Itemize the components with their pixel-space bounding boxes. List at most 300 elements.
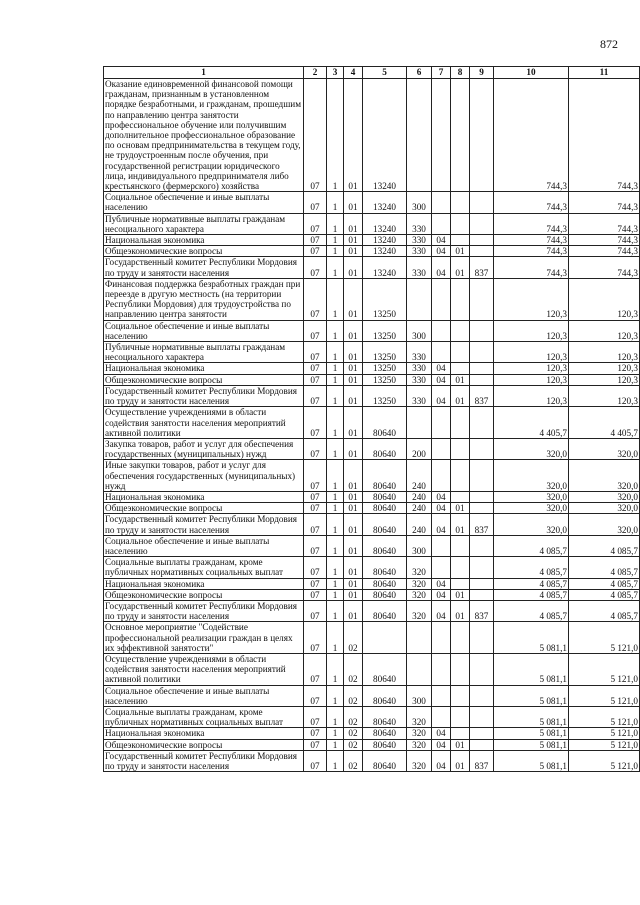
cell-name: Общеэкономические вопросы — [104, 374, 304, 385]
cell-section: 04 — [432, 491, 451, 502]
cell-ministry — [470, 460, 494, 492]
cell-ministry — [470, 728, 494, 739]
cell-program: 07 — [304, 557, 327, 578]
cell-name: Национальная экономика — [104, 491, 304, 502]
cell-section — [432, 438, 451, 459]
cell-sum-year1: 5 081,1 — [494, 622, 569, 654]
cell-sum-year1: 4 085,7 — [494, 535, 569, 556]
cell-direction: 80640 — [363, 706, 407, 727]
cell-ministry — [470, 363, 494, 374]
cell-section — [432, 79, 451, 192]
cell-program: 07 — [304, 460, 327, 492]
cell-sum-year2: 5 121,0 — [569, 728, 640, 739]
cell-section — [432, 213, 451, 234]
cell-ministry — [470, 407, 494, 439]
cell-direction: 80640 — [363, 460, 407, 492]
cell-ministry: 837 — [470, 257, 494, 278]
cell-subprogram: 1 — [327, 600, 344, 621]
cell-expense-type — [407, 653, 432, 685]
cell-name: Национальная экономика — [104, 578, 304, 589]
cell-sum-year2: 120,3 — [569, 363, 640, 374]
cell-expense-type: 330 — [407, 374, 432, 385]
cell-name: Публичные нормативные выплаты гражданам несоциального характера — [104, 342, 304, 363]
cell-subprogram: 1 — [327, 535, 344, 556]
cell-direction: 80640 — [363, 750, 407, 771]
cell-activity: 02 — [344, 622, 363, 654]
cell-name: Национальная экономика — [104, 728, 304, 739]
cell-direction: 80640 — [363, 514, 407, 535]
cell-direction: 13250 — [363, 278, 407, 320]
cell-sum-year2: 744,3 — [569, 192, 640, 213]
cell-ministry — [470, 503, 494, 514]
cell-name: Оказание единовременной финансовой помощи гражданам, признанным в установленном порядке безработными, и гражданам, прошедшим по направлению центра занятости профессиональное обучение или получившим дополнительное профессиональное образование по основам предпринимательства в текущем году, не трудоустроенным после обучения, при государственной регистрации юридического лица, индивидуального предпринимателя либо крестьянского (фермерского) хозяйства — [104, 79, 304, 192]
table-row — [104, 750, 640, 771]
cell-section: 04 — [432, 728, 451, 739]
cell-ministry — [470, 79, 494, 192]
cell-sum-year1: 120,3 — [494, 363, 569, 374]
cell-ministry — [470, 374, 494, 385]
cell-program: 07 — [304, 79, 327, 192]
cell-subprogram: 1 — [327, 246, 344, 257]
cell-activity: 02 — [344, 706, 363, 727]
cell-sum-year2: 5 121,0 — [569, 653, 640, 685]
cell-sum-year2: 744,3 — [569, 246, 640, 257]
cell-subsection — [451, 320, 470, 341]
cell-activity: 01 — [344, 535, 363, 556]
cell-subprogram: 1 — [327, 706, 344, 727]
table-row — [104, 589, 640, 600]
cell-name: Социальное обеспечение и иные выплаты населению — [104, 685, 304, 706]
table-row — [104, 491, 640, 502]
cell-subprogram: 1 — [327, 653, 344, 685]
cell-sum-year1: 320,0 — [494, 514, 569, 535]
cell-activity: 01 — [344, 438, 363, 459]
cell-activity: 01 — [344, 557, 363, 578]
table-row — [104, 385, 640, 406]
cell-sum-year2: 5 121,0 — [569, 750, 640, 771]
cell-expense-type: 330 — [407, 213, 432, 234]
cell-expense-type: 320 — [407, 728, 432, 739]
cell-ministry — [470, 235, 494, 246]
cell-subprogram: 1 — [327, 385, 344, 406]
cell-name: Социальное обеспечение и иные выплаты населению — [104, 192, 304, 213]
cell-subsection — [451, 79, 470, 192]
column-header: 6 — [407, 67, 432, 79]
cell-ministry — [470, 438, 494, 459]
page-number: 872 — [600, 37, 618, 51]
cell-expense-type — [407, 278, 432, 320]
cell-subprogram: 1 — [327, 235, 344, 246]
column-header: 1 — [104, 67, 304, 79]
cell-sum-year1: 4 405,7 — [494, 407, 569, 439]
column-header: 5 — [363, 67, 407, 79]
cell-subprogram: 1 — [327, 503, 344, 514]
table-row — [104, 622, 640, 654]
cell-program: 07 — [304, 622, 327, 654]
cell-subsection — [451, 622, 470, 654]
column-header: 9 — [470, 67, 494, 79]
cell-subsection: 01 — [451, 750, 470, 771]
table-row — [104, 278, 640, 320]
cell-sum-year1: 120,3 — [494, 374, 569, 385]
cell-sum-year1: 5 081,1 — [494, 739, 569, 750]
cell-direction: 13250 — [363, 363, 407, 374]
cell-subsection: 01 — [451, 374, 470, 385]
cell-section: 04 — [432, 739, 451, 750]
cell-ministry — [470, 622, 494, 654]
cell-section: 04 — [432, 385, 451, 406]
cell-sum-year2: 4 085,7 — [569, 557, 640, 578]
cell-expense-type — [407, 622, 432, 654]
cell-direction: 13240 — [363, 235, 407, 246]
cell-sum-year2: 4 405,7 — [569, 407, 640, 439]
cell-expense-type: 320 — [407, 600, 432, 621]
cell-program: 07 — [304, 589, 327, 600]
cell-program: 07 — [304, 407, 327, 439]
cell-ministry — [470, 578, 494, 589]
cell-section — [432, 407, 451, 439]
cell-activity: 02 — [344, 685, 363, 706]
cell-sum-year1: 4 085,7 — [494, 589, 569, 600]
cell-section — [432, 706, 451, 727]
cell-section — [432, 557, 451, 578]
cell-sum-year1: 4 085,7 — [494, 557, 569, 578]
cell-ministry: 837 — [470, 385, 494, 406]
cell-subprogram: 1 — [327, 342, 344, 363]
cell-subsection — [451, 706, 470, 727]
cell-ministry — [470, 589, 494, 600]
cell-direction: 13250 — [363, 374, 407, 385]
cell-subprogram: 1 — [327, 589, 344, 600]
table-row — [104, 438, 640, 459]
cell-name: Закупка товаров, работ и услуг для обеспечения государственных (муниципальных) нужд — [104, 438, 304, 459]
cell-subprogram: 1 — [327, 257, 344, 278]
cell-ministry — [470, 278, 494, 320]
cell-activity: 01 — [344, 213, 363, 234]
cell-direction: 80640 — [363, 653, 407, 685]
cell-sum-year2: 744,3 — [569, 79, 640, 192]
cell-section: 04 — [432, 374, 451, 385]
cell-section — [432, 320, 451, 341]
cell-program: 07 — [304, 739, 327, 750]
table-row — [104, 407, 640, 439]
cell-expense-type: 320 — [407, 706, 432, 727]
cell-subsection: 01 — [451, 257, 470, 278]
cell-ministry — [470, 706, 494, 727]
cell-direction: 13240 — [363, 213, 407, 234]
cell-subprogram: 1 — [327, 374, 344, 385]
cell-expense-type: 240 — [407, 460, 432, 492]
cell-program: 07 — [304, 342, 327, 363]
cell-sum-year1: 120,3 — [494, 320, 569, 341]
cell-sum-year1: 744,3 — [494, 192, 569, 213]
cell-ministry — [470, 320, 494, 341]
cell-sum-year2: 4 085,7 — [569, 589, 640, 600]
cell-sum-year2: 744,3 — [569, 213, 640, 234]
cell-ministry — [470, 685, 494, 706]
cell-program: 07 — [304, 257, 327, 278]
cell-sum-year2: 744,3 — [569, 257, 640, 278]
cell-ministry — [470, 246, 494, 257]
cell-direction: 13250 — [363, 385, 407, 406]
cell-direction: 80640 — [363, 491, 407, 502]
cell-expense-type: 320 — [407, 589, 432, 600]
cell-name: Осуществление учреждениями в области содействия занятости населения мероприятий активной политики — [104, 407, 304, 439]
cell-sum-year1: 320,0 — [494, 460, 569, 492]
cell-activity: 01 — [344, 460, 363, 492]
cell-sum-year2: 320,0 — [569, 514, 640, 535]
cell-sum-year1: 5 081,1 — [494, 653, 569, 685]
cell-subsection: 01 — [451, 739, 470, 750]
cell-direction: 80640 — [363, 578, 407, 589]
cell-sum-year1: 120,3 — [494, 342, 569, 363]
cell-sum-year1: 320,0 — [494, 491, 569, 502]
cell-sum-year2: 120,3 — [569, 342, 640, 363]
table-header — [104, 67, 640, 79]
cell-activity: 02 — [344, 728, 363, 739]
table-row — [104, 213, 640, 234]
cell-activity: 01 — [344, 503, 363, 514]
cell-name: Осуществление учреждениями в области содействия занятости населения мероприятий активной политики — [104, 653, 304, 685]
table-row — [104, 460, 640, 492]
cell-subsection: 01 — [451, 600, 470, 621]
table-row — [104, 320, 640, 341]
cell-program: 07 — [304, 750, 327, 771]
cell-program: 07 — [304, 578, 327, 589]
cell-direction: 13250 — [363, 320, 407, 341]
cell-sum-year1: 120,3 — [494, 385, 569, 406]
cell-activity: 01 — [344, 320, 363, 341]
cell-section — [432, 192, 451, 213]
cell-expense-type: 300 — [407, 320, 432, 341]
cell-section — [432, 278, 451, 320]
cell-section: 04 — [432, 235, 451, 246]
cell-ministry: 837 — [470, 600, 494, 621]
cell-direction: 80640 — [363, 535, 407, 556]
cell-expense-type: 320 — [407, 739, 432, 750]
cell-expense-type: 240 — [407, 503, 432, 514]
cell-section: 04 — [432, 363, 451, 374]
cell-section — [432, 653, 451, 685]
table-row — [104, 535, 640, 556]
cell-name: Социальные выплаты гражданам, кроме публичных нормативных социальных выплат — [104, 557, 304, 578]
cell-expense-type: 320 — [407, 578, 432, 589]
cell-expense-type: 300 — [407, 192, 432, 213]
table-row — [104, 503, 640, 514]
cell-section: 04 — [432, 589, 451, 600]
cell-direction: 13240 — [363, 79, 407, 192]
cell-activity: 02 — [344, 739, 363, 750]
cell-subsection — [451, 653, 470, 685]
cell-name: Общеэкономические вопросы — [104, 589, 304, 600]
cell-program: 07 — [304, 514, 327, 535]
cell-program: 07 — [304, 246, 327, 257]
cell-subprogram: 1 — [327, 192, 344, 213]
cell-ministry: 837 — [470, 514, 494, 535]
cell-sum-year2: 320,0 — [569, 491, 640, 502]
cell-expense-type: 330 — [407, 246, 432, 257]
cell-ministry — [470, 653, 494, 685]
cell-subsection — [451, 438, 470, 459]
cell-name: Государственный комитет Республики Мордовия по труду и занятости населения — [104, 750, 304, 771]
table-row — [104, 578, 640, 589]
table-row — [104, 257, 640, 278]
cell-section: 04 — [432, 246, 451, 257]
cell-section — [432, 685, 451, 706]
cell-section — [432, 342, 451, 363]
cell-name: Государственный комитет Республики Мордовия по труду и занятости населения — [104, 600, 304, 621]
cell-subprogram: 1 — [327, 578, 344, 589]
cell-program: 07 — [304, 503, 327, 514]
cell-name: Иные закупки товаров, работ и услуг для обеспечения государственных (муниципальных) нужд — [104, 460, 304, 492]
cell-activity: 01 — [344, 407, 363, 439]
cell-name: Общеэкономические вопросы — [104, 503, 304, 514]
column-header: 11 — [569, 67, 640, 79]
cell-program: 07 — [304, 535, 327, 556]
cell-subprogram: 1 — [327, 491, 344, 502]
cell-program: 07 — [304, 213, 327, 234]
table-row — [104, 728, 640, 739]
cell-sum-year2: 120,3 — [569, 320, 640, 341]
column-header: 8 — [451, 67, 470, 79]
cell-program: 07 — [304, 438, 327, 459]
cell-subsection — [451, 213, 470, 234]
column-header: 3 — [327, 67, 344, 79]
cell-subsection — [451, 728, 470, 739]
cell-activity: 02 — [344, 750, 363, 771]
cell-activity: 01 — [344, 491, 363, 502]
cell-sum-year2: 4 085,7 — [569, 578, 640, 589]
table-row — [104, 706, 640, 727]
cell-activity: 01 — [344, 342, 363, 363]
cell-program: 07 — [304, 600, 327, 621]
cell-subprogram: 1 — [327, 557, 344, 578]
cell-subprogram: 1 — [327, 514, 344, 535]
cell-activity: 01 — [344, 79, 363, 192]
cell-section: 04 — [432, 578, 451, 589]
column-header: 2 — [304, 67, 327, 79]
cell-name: Социальное обеспечение и иные выплаты населению — [104, 320, 304, 341]
cell-name: Национальная экономика — [104, 363, 304, 374]
cell-ministry: 837 — [470, 750, 494, 771]
cell-direction — [363, 622, 407, 654]
cell-subsection: 01 — [451, 503, 470, 514]
cell-name: Социальные выплаты гражданам, кроме публичных нормативных социальных выплат — [104, 706, 304, 727]
cell-sum-year1: 4 085,7 — [494, 600, 569, 621]
table-row — [104, 246, 640, 257]
cell-subprogram: 1 — [327, 685, 344, 706]
cell-program: 07 — [304, 685, 327, 706]
cell-sum-year1: 4 085,7 — [494, 578, 569, 589]
cell-program: 07 — [304, 653, 327, 685]
cell-subprogram: 1 — [327, 460, 344, 492]
header-row — [104, 67, 640, 79]
cell-expense-type — [407, 407, 432, 439]
cell-subprogram: 1 — [327, 438, 344, 459]
cell-sum-year1: 744,3 — [494, 79, 569, 192]
cell-section: 04 — [432, 600, 451, 621]
column-header: 10 — [494, 67, 569, 79]
cell-subprogram: 1 — [327, 622, 344, 654]
cell-section: 04 — [432, 514, 451, 535]
cell-subsection — [451, 342, 470, 363]
column-header: 7 — [432, 67, 451, 79]
cell-subprogram: 1 — [327, 278, 344, 320]
cell-ministry — [470, 342, 494, 363]
cell-direction: 13240 — [363, 257, 407, 278]
cell-sum-year1: 744,3 — [494, 246, 569, 257]
budget-table — [103, 66, 640, 772]
cell-direction: 80640 — [363, 685, 407, 706]
cell-program: 07 — [304, 363, 327, 374]
cell-sum-year1: 5 081,1 — [494, 728, 569, 739]
cell-activity: 01 — [344, 192, 363, 213]
cell-section: 04 — [432, 503, 451, 514]
cell-name: Основное мероприятие "Содействие профессиональной реализации граждан в целях их эффективной занятости" — [104, 622, 304, 654]
cell-sum-year1: 5 081,1 — [494, 706, 569, 727]
cell-direction: 80640 — [363, 728, 407, 739]
cell-ministry — [470, 192, 494, 213]
cell-name: Общеэкономические вопросы — [104, 739, 304, 750]
table-row — [104, 374, 640, 385]
table-row — [104, 192, 640, 213]
cell-expense-type: 330 — [407, 257, 432, 278]
table-row — [104, 739, 640, 750]
cell-activity: 01 — [344, 385, 363, 406]
cell-sum-year2: 120,3 — [569, 374, 640, 385]
cell-program: 07 — [304, 192, 327, 213]
cell-direction: 80640 — [363, 438, 407, 459]
cell-sum-year2: 5 121,0 — [569, 706, 640, 727]
cell-subsection — [451, 557, 470, 578]
cell-ministry — [470, 535, 494, 556]
cell-activity: 01 — [344, 514, 363, 535]
cell-direction: 80640 — [363, 407, 407, 439]
cell-name: Государственный комитет Республики Мордовия по труду и занятости населения — [104, 514, 304, 535]
cell-name: Национальная экономика — [104, 235, 304, 246]
cell-subsection: 01 — [451, 246, 470, 257]
cell-expense-type: 320 — [407, 750, 432, 771]
table-row — [104, 685, 640, 706]
cell-sum-year2: 320,0 — [569, 503, 640, 514]
cell-name: Общеэкономические вопросы — [104, 246, 304, 257]
cell-subsection — [451, 535, 470, 556]
cell-sum-year1: 744,3 — [494, 257, 569, 278]
cell-sum-year1: 5 081,1 — [494, 685, 569, 706]
cell-sum-year2: 5 121,0 — [569, 739, 640, 750]
cell-program: 07 — [304, 728, 327, 739]
cell-program: 07 — [304, 491, 327, 502]
cell-sum-year1: 744,3 — [494, 235, 569, 246]
cell-subsection — [451, 578, 470, 589]
cell-direction: 80640 — [363, 557, 407, 578]
cell-ministry — [470, 213, 494, 234]
cell-sum-year2: 320,0 — [569, 438, 640, 459]
cell-activity: 01 — [344, 578, 363, 589]
cell-program: 07 — [304, 385, 327, 406]
cell-subsection: 01 — [451, 385, 470, 406]
table-row — [104, 557, 640, 578]
cell-expense-type: 300 — [407, 535, 432, 556]
cell-activity: 01 — [344, 374, 363, 385]
table-row — [104, 235, 640, 246]
table-row — [104, 514, 640, 535]
cell-sum-year2: 120,3 — [569, 385, 640, 406]
cell-name: Публичные нормативные выплаты гражданам несоциального характера — [104, 213, 304, 234]
cell-direction: 13240 — [363, 192, 407, 213]
cell-activity: 01 — [344, 246, 363, 257]
cell-program: 07 — [304, 706, 327, 727]
